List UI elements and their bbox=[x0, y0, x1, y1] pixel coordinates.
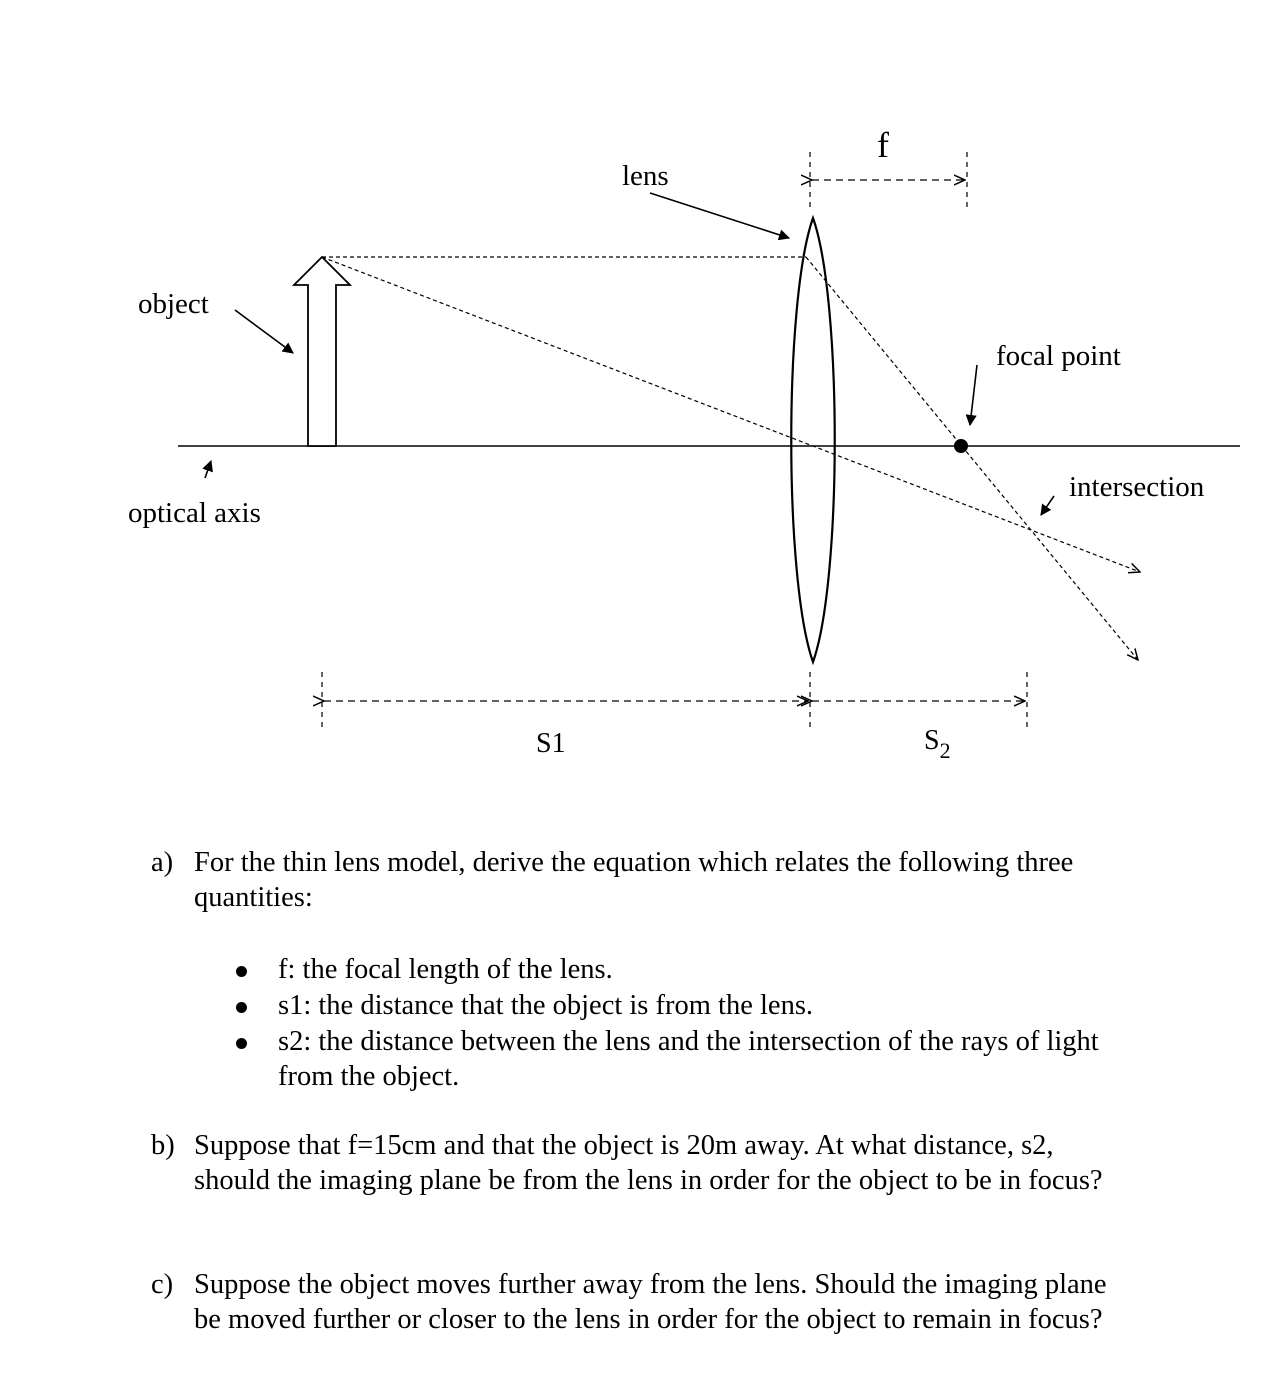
bullet-text: s2: the distance between the lens and the intersection of the rays of light from the object. bbox=[278, 1026, 1099, 1092]
bullet-dot-icon bbox=[236, 1002, 247, 1013]
intersection-pointer-arrow bbox=[1041, 496, 1054, 515]
bullet-dot-icon bbox=[236, 966, 247, 977]
question-a-marker: a) bbox=[151, 847, 174, 878]
question-a-bullet-list bbox=[230, 952, 1110, 1094]
intersection-label: intersection bbox=[1069, 471, 1205, 503]
object-arrow bbox=[294, 257, 350, 446]
question-c-text: Suppose the object moves further away from the lens. Should the imaging plane be moved further or closer to the lens in order for the object to remain in focus? bbox=[194, 1269, 1107, 1335]
optical-axis-pointer-arrow bbox=[205, 461, 211, 478]
optical-axis-label: optical axis bbox=[128, 497, 261, 529]
focal-point-pointer-arrow bbox=[970, 365, 977, 425]
f-label: f bbox=[877, 125, 889, 165]
s2-label: $S_2$ bbox=[924, 725, 951, 763]
question-c-marker: c) bbox=[151, 1269, 174, 1300]
lens-pointer-arrow bbox=[650, 193, 789, 238]
refracted-ray bbox=[806, 257, 1138, 660]
chief-ray bbox=[322, 257, 1140, 572]
question-a-text: For the thin lens model, derive the equation which relates the following three quantities: bbox=[194, 847, 1074, 913]
list-item bbox=[230, 988, 1110, 1024]
bullet-text: s1: the distance that the object is from the lens. bbox=[278, 990, 814, 1021]
object-label: object bbox=[138, 288, 209, 320]
list-item bbox=[230, 952, 1110, 988]
focal-point-dot bbox=[954, 439, 968, 453]
focal-point-label: focal point bbox=[996, 340, 1121, 372]
list-item bbox=[230, 1024, 1110, 1094]
lens-label: lens bbox=[622, 160, 669, 192]
bullet-text: f: the focal length of the lens. bbox=[278, 954, 613, 985]
question-b-marker: b) bbox=[151, 1130, 175, 1161]
bullet-dot-icon bbox=[236, 1038, 247, 1049]
question-b-text: Suppose that f=15cm and that the object is 20m away. At what distance, s2, should the imaging plane be from the lens in order for the object to be in focus? bbox=[194, 1130, 1103, 1196]
object-pointer-arrow bbox=[235, 310, 293, 353]
s1-label: S1 bbox=[536, 728, 566, 759]
